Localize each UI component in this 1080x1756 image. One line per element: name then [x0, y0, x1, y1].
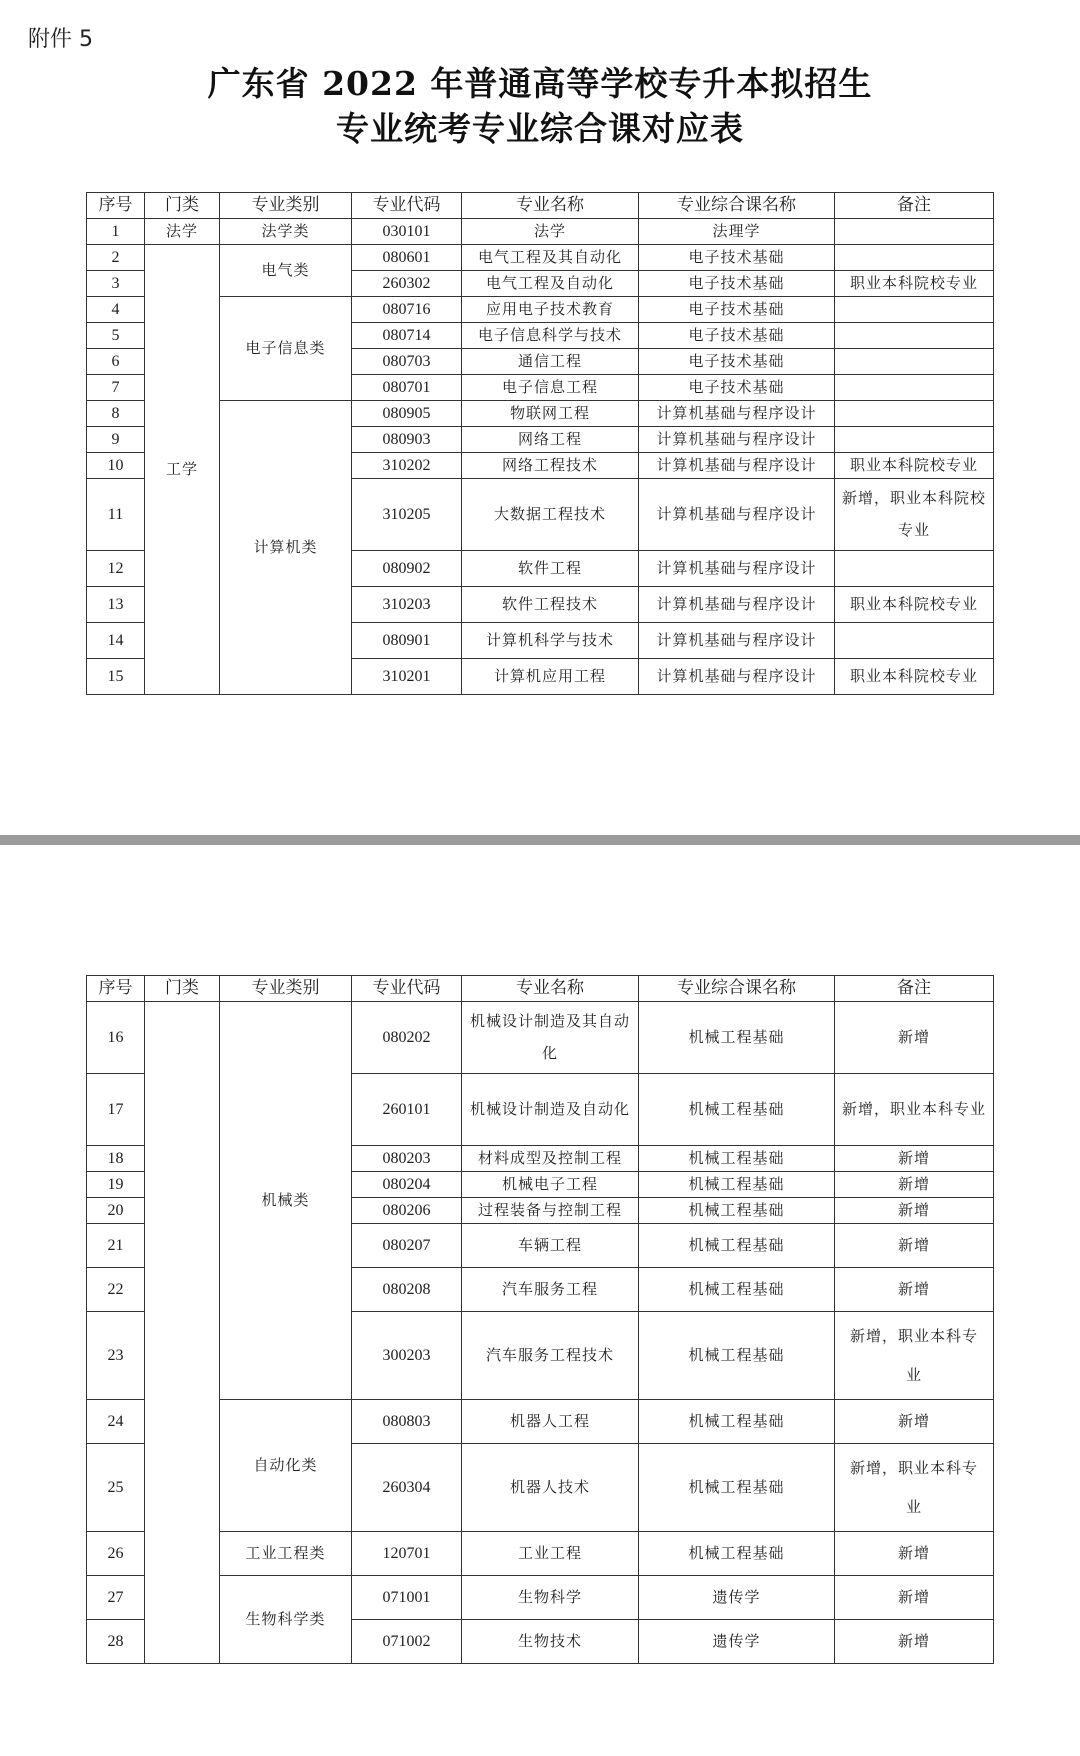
cell-name: 大数据工程技术: [462, 479, 639, 551]
cell-name: 网络工程: [462, 427, 639, 453]
cell-code: 080701: [352, 375, 462, 401]
cell-name: 生物科学: [462, 1576, 639, 1620]
cell-course: 机械工程基础: [639, 1444, 835, 1532]
table-row: [87, 1576, 994, 1620]
cell-note: 新增，职业本科专业: [835, 1312, 994, 1400]
cell-name: 机械设计制造及其自动化: [462, 1002, 639, 1074]
cell-code: 080901: [352, 623, 462, 659]
cell-seq: 21: [87, 1224, 145, 1268]
cell-note: 新增，职业本科院校专业: [835, 479, 994, 551]
cell-name: 机器人技术: [462, 1444, 639, 1532]
cell-name: 法学: [462, 219, 639, 245]
major-table-part-2: [86, 975, 994, 1664]
header-name: 专业名称: [462, 193, 639, 219]
cell-course: 电子技术基础: [639, 245, 835, 271]
cell-seq: 2: [87, 245, 145, 271]
header-seq: 序号: [87, 193, 145, 219]
header-course: 专业综合课名称: [639, 976, 835, 1002]
cell-type: 电子信息类: [220, 297, 352, 401]
cell-note: [835, 219, 994, 245]
cell-code: 260101: [352, 1074, 462, 1146]
cell-name: 材料成型及控制工程: [462, 1146, 639, 1172]
cell-course: 机械工程基础: [639, 1400, 835, 1444]
cell-course: 法理学: [639, 219, 835, 245]
cell-code: 080601: [352, 245, 462, 271]
cell-note: [835, 323, 994, 349]
cell-course: 电子技术基础: [639, 271, 835, 297]
cell-code: 080903: [352, 427, 462, 453]
cell-name: 机器人工程: [462, 1400, 639, 1444]
header-category: 门类: [145, 976, 220, 1002]
table-row: [87, 1002, 994, 1074]
cell-seq: 16: [87, 1002, 145, 1074]
table-row: [87, 1400, 994, 1444]
cell-code: 071002: [352, 1620, 462, 1664]
cell-seq: 24: [87, 1400, 145, 1444]
cell-note: 职业本科院校专业: [835, 659, 994, 695]
cell-note: 新增，职业本科专业: [835, 1444, 994, 1532]
cell-seq: 8: [87, 401, 145, 427]
cell-name: 电气工程及自动化: [462, 271, 639, 297]
cell-category: 工学: [145, 245, 220, 695]
page-separator: [0, 835, 1080, 845]
cell-seq: 5: [87, 323, 145, 349]
cell-code: 300203: [352, 1312, 462, 1400]
header-seq: 序号: [87, 976, 145, 1002]
table-row: [87, 401, 994, 427]
header-name: 专业名称: [462, 976, 639, 1002]
cell-course: 计算机基础与程序设计: [639, 587, 835, 623]
cell-course: 机械工程基础: [639, 1002, 835, 1074]
cell-seq: 22: [87, 1268, 145, 1312]
cell-course: 计算机基础与程序设计: [639, 623, 835, 659]
cell-course: 机械工程基础: [639, 1172, 835, 1198]
cell-course: 计算机基础与程序设计: [639, 427, 835, 453]
cell-course: 计算机基础与程序设计: [639, 479, 835, 551]
cell-note: 新增: [835, 1620, 994, 1664]
cell-seq: 7: [87, 375, 145, 401]
cell-seq: 14: [87, 623, 145, 659]
cell-note: 新增: [835, 1576, 994, 1620]
cell-name: 工业工程: [462, 1532, 639, 1576]
cell-note: 新增: [835, 1532, 994, 1576]
cell-note: [835, 245, 994, 271]
cell-course: 计算机基础与程序设计: [639, 551, 835, 587]
cell-type: 电气类: [220, 245, 352, 297]
cell-code: 260302: [352, 271, 462, 297]
cell-seq: 26: [87, 1532, 145, 1576]
cell-course: 机械工程基础: [639, 1532, 835, 1576]
cell-note: [835, 623, 994, 659]
cell-name: 电气工程及其自动化: [462, 245, 639, 271]
cell-name: 通信工程: [462, 349, 639, 375]
cell-code: 120701: [352, 1532, 462, 1576]
cell-course: 遗传学: [639, 1576, 835, 1620]
header-code: 专业代码: [352, 976, 462, 1002]
cell-note: [835, 551, 994, 587]
cell-code: 080208: [352, 1268, 462, 1312]
table-header-row: [87, 193, 994, 219]
cell-seq: 17: [87, 1074, 145, 1146]
header-type: 专业类别: [220, 976, 352, 1002]
cell-course: 机械工程基础: [639, 1146, 835, 1172]
cell-note: [835, 349, 994, 375]
cell-note: 新增: [835, 1198, 994, 1224]
cell-name: 过程装备与控制工程: [462, 1198, 639, 1224]
cell-course: 机械工程基础: [639, 1074, 835, 1146]
cell-note: 新增: [835, 1400, 994, 1444]
header-type: 专业类别: [220, 193, 352, 219]
cell-type: 计算机类: [220, 401, 352, 695]
cell-category: [145, 1002, 220, 1664]
cell-course: 机械工程基础: [639, 1198, 835, 1224]
header-note: 备注: [835, 976, 994, 1002]
cell-type: 生物科学类: [220, 1576, 352, 1664]
cell-type: 自动化类: [220, 1400, 352, 1532]
cell-name: 汽车服务工程技术: [462, 1312, 639, 1400]
cell-note: 新增，职业本科专业: [835, 1074, 994, 1146]
cell-note: 职业本科院校专业: [835, 453, 994, 479]
cell-code: 030101: [352, 219, 462, 245]
cell-course: 遗传学: [639, 1620, 835, 1664]
cell-name: 软件工程: [462, 551, 639, 587]
cell-code: 260304: [352, 1444, 462, 1532]
header-category: 门类: [145, 193, 220, 219]
cell-name: 机械设计制造及自动化: [462, 1074, 639, 1146]
cell-course: 机械工程基础: [639, 1268, 835, 1312]
cell-seq: 9: [87, 427, 145, 453]
cell-code: 310202: [352, 453, 462, 479]
cell-code: 080204: [352, 1172, 462, 1198]
cell-seq: 6: [87, 349, 145, 375]
cell-seq: 1: [87, 219, 145, 245]
cell-code: 080716: [352, 297, 462, 323]
cell-note: [835, 297, 994, 323]
cell-name: 机械电子工程: [462, 1172, 639, 1198]
cell-course: 电子技术基础: [639, 297, 835, 323]
cell-category: 法学: [145, 219, 220, 245]
cell-code: 080202: [352, 1002, 462, 1074]
cell-seq: 12: [87, 551, 145, 587]
cell-note: 新增: [835, 1146, 994, 1172]
cell-note: 职业本科院校专业: [835, 587, 994, 623]
cell-note: 新增: [835, 1224, 994, 1268]
cell-name: 软件工程技术: [462, 587, 639, 623]
table-row: [87, 1532, 994, 1576]
cell-name: 电子信息科学与技术: [462, 323, 639, 349]
cell-code: 310205: [352, 479, 462, 551]
cell-type: 法学类: [220, 219, 352, 245]
cell-name: 计算机应用工程: [462, 659, 639, 695]
cell-note: 新增: [835, 1172, 994, 1198]
cell-note: [835, 427, 994, 453]
cell-code: 080902: [352, 551, 462, 587]
cell-seq: 10: [87, 453, 145, 479]
cell-course: 电子技术基础: [639, 349, 835, 375]
cell-seq: 3: [87, 271, 145, 297]
cell-name: 应用电子技术教育: [462, 297, 639, 323]
cell-code: 080803: [352, 1400, 462, 1444]
cell-seq: 27: [87, 1576, 145, 1620]
cell-name: 生物技术: [462, 1620, 639, 1664]
cell-course: 电子技术基础: [639, 323, 835, 349]
cell-note: 新增: [835, 1268, 994, 1312]
cell-name: 电子信息工程: [462, 375, 639, 401]
table-header-row: [87, 976, 994, 1002]
cell-course: 电子技术基础: [639, 375, 835, 401]
cell-name: 车辆工程: [462, 1224, 639, 1268]
cell-code: 071001: [352, 1576, 462, 1620]
cell-code: 080206: [352, 1198, 462, 1224]
cell-code: 080905: [352, 401, 462, 427]
cell-course: 计算机基础与程序设计: [639, 453, 835, 479]
cell-seq: 18: [87, 1146, 145, 1172]
cell-seq: 13: [87, 587, 145, 623]
cell-seq: 25: [87, 1444, 145, 1532]
cell-seq: 28: [87, 1620, 145, 1664]
cell-code: 310203: [352, 587, 462, 623]
header-code: 专业代码: [352, 193, 462, 219]
cell-seq: 4: [87, 297, 145, 323]
cell-seq: 19: [87, 1172, 145, 1198]
cell-code: 080714: [352, 323, 462, 349]
cell-name: 物联网工程: [462, 401, 639, 427]
cell-name: 网络工程技术: [462, 453, 639, 479]
cell-code: 080703: [352, 349, 462, 375]
cell-note: 职业本科院校专业: [835, 271, 994, 297]
cell-name: 汽车服务工程: [462, 1268, 639, 1312]
cell-seq: 15: [87, 659, 145, 695]
cell-seq: 23: [87, 1312, 145, 1400]
cell-note: 新增: [835, 1002, 994, 1074]
cell-code: 080203: [352, 1146, 462, 1172]
cell-course: 计算机基础与程序设计: [639, 659, 835, 695]
header-course: 专业综合课名称: [639, 193, 835, 219]
cell-type: 工业工程类: [220, 1532, 352, 1576]
title-line-2: 专业统考专业综合课对应表: [336, 109, 744, 148]
attachment-label: 附件 5: [28, 27, 93, 52]
table-row: [87, 297, 994, 323]
header-note: 备注: [835, 193, 994, 219]
table-row: [87, 219, 994, 245]
cell-type: 机械类: [220, 1002, 352, 1400]
cell-code: 080207: [352, 1224, 462, 1268]
cell-code: 310201: [352, 659, 462, 695]
title-line-1: 广东省 2022 年普通高等学校专升本拟招生: [207, 64, 873, 103]
cell-course: 计算机基础与程序设计: [639, 401, 835, 427]
major-table-part-1: [86, 192, 994, 695]
cell-note: [835, 401, 994, 427]
cell-seq: 11: [87, 479, 145, 551]
cell-name: 计算机科学与技术: [462, 623, 639, 659]
cell-seq: 20: [87, 1198, 145, 1224]
cell-note: [835, 375, 994, 401]
table-row: [87, 245, 994, 271]
cell-course: 机械工程基础: [639, 1312, 835, 1400]
cell-course: 机械工程基础: [639, 1224, 835, 1268]
